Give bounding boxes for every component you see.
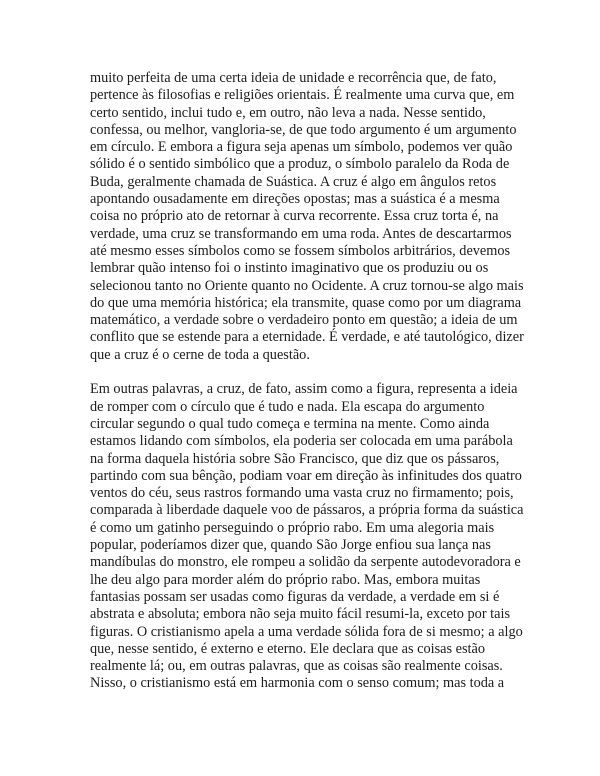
text-line: popular, poderíamos dizer que, quando São Jorge enfiou sua lança nas xyxy=(90,537,491,554)
text-line: conflito que se estende para a eternidade. É verdade, e até tautológico, dizer xyxy=(90,329,524,346)
text-line: estamos lidando com símbolos, ela poderia ser colocada em uma parábola xyxy=(90,433,513,450)
text-line: do que uma memória histórica; ela transmite, quase como por um diagrama xyxy=(90,294,522,311)
text-line: que a cruz é o cerne de toda a questão. xyxy=(90,346,310,363)
text-line: fantasias possam ser usadas como figuras da verdade, a verdade em si é xyxy=(90,588,500,605)
text-line: Nisso, o cristianismo está em harmonia com o senso comum; mas toda a xyxy=(90,675,505,692)
text-line: matemático, a verdade sobre o verdadeiro ponto em questão; a ideia de um xyxy=(90,312,518,329)
text-line: comparada à liberdade daquele voo de pássaros, a própria forma da suástica xyxy=(90,502,524,519)
text-line: abstrata e absoluta; embora não seja muito fácil resumi-la, exceto por tais xyxy=(90,606,511,623)
document-body xyxy=(90,70,522,693)
text-line: lhe deu algo para morder além do próprio rabo. Mas, embora muitas xyxy=(90,571,481,588)
text-line: certo sentido, inclui tudo e, em outro, não leva a nada. Nesse sentido, xyxy=(90,104,486,121)
text-line: verdade, uma cruz se transformando em uma roda. Antes de descartarmos xyxy=(90,225,512,242)
paragraph-1 xyxy=(90,70,522,364)
text-line: em círculo. E embora a figura seja apenas um símbolo, podemos ver quão xyxy=(90,139,513,156)
text-line: de romper com o círculo que é tudo e nada. Ela escapa do argumento xyxy=(90,398,485,415)
text-line: sólido é o sentido simbólico que a produz, o símbolo paralelo da Roda de xyxy=(90,156,510,173)
paragraph-2 xyxy=(90,381,522,692)
text-line: é como um gatinho perseguindo o próprio rabo. Em uma alegoria mais xyxy=(90,519,495,536)
text-line: confessa, ou melhor, vangloria-se, de que todo argumento é um argumento xyxy=(90,121,517,138)
text-line: figuras. O cristianismo apela a uma verdade sólida fora de si mesmo; a algo xyxy=(90,623,523,640)
text-line: coisa no próprio ato de retornar à curva recorrente. Essa cruz torta é, na xyxy=(90,208,499,225)
text-line: muito perfeita de uma certa ideia de unidade e recorrência que, de fato, xyxy=(90,70,497,86)
text-line: que, nesse sentido, é externo e eterno. Ele declara que as coisas estão xyxy=(90,640,485,657)
text-line: selecionou tanto no Oriente quanto no Ocidente. A cruz tornou-se algo mais xyxy=(90,277,524,294)
text-line: realmente lá; ou, em outras palavras, que as coisas são realmente coisas. xyxy=(90,658,503,675)
text-line: apontando ousadamente em direções opostas; mas a suástica é a mesma xyxy=(90,191,500,208)
text-line: mandíbulas do monstro, ele rompeu a solidão da serpente autodevoradora e xyxy=(90,554,521,571)
text-line: pertence às filosofias e religiões orientais. É realmente uma curva que, em xyxy=(90,87,515,104)
text-line: circular segundo o qual tudo começa e termina na mente. Como ainda xyxy=(90,415,490,432)
text-line: partindo com sua bênção, podiam voar em direção às infinitudes dos quatro xyxy=(90,467,522,484)
paragraph-spacer xyxy=(90,364,522,381)
text-line: Em outras palavras, a cruz, de fato, assim como a figura, representa a ideia xyxy=(90,381,518,398)
text-line: ventos do céu, seus rastros formando uma vasta cruz no firmamento; pois, xyxy=(90,485,514,502)
text-line: até mesmo esses símbolos como se fossem símbolos arbitrários, devemos xyxy=(90,242,511,259)
text-line: lembrar quão intenso foi o instinto imaginativo que os produziu ou os xyxy=(90,260,489,277)
text-line: na forma daquela história sobre São Francisco, que diz que os pássaros, xyxy=(90,450,500,467)
text-line: Buda, geralmente chamada de Suástica. A cruz é algo em ângulos retos xyxy=(90,173,497,190)
